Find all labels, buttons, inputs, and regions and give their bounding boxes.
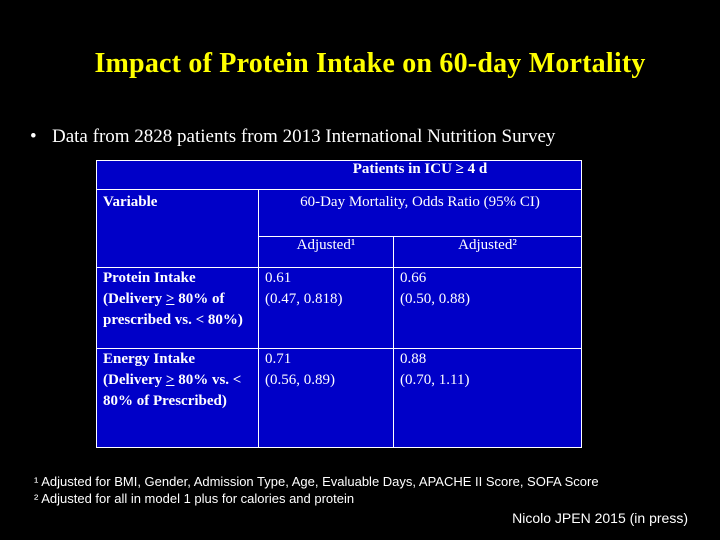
odds-ratio: 0.88 (400, 351, 427, 367)
blank-header-cell (97, 161, 259, 190)
confidence-interval: (0.47, 0.818) (265, 291, 343, 307)
odds-ratio: 0.71 (265, 351, 292, 367)
adjusted1-cell (259, 268, 394, 349)
variable-cell (97, 268, 259, 349)
table-row (97, 349, 582, 448)
adjusted2-cell (394, 349, 582, 448)
confidence-interval: (0.50, 0.88) (400, 291, 470, 307)
citation-rest: 2015 (in press) (594, 510, 688, 526)
citation-journal: JPEN (554, 510, 591, 526)
citation (512, 510, 688, 526)
footnote-2: ² Adjusted for all in model 1 plus for calories and protein (34, 491, 355, 506)
variable-cell (97, 349, 259, 448)
variable-line: Protein Intake (103, 270, 196, 286)
bullet-text: Data from 2828 patients from 2013 International Nutrition Survey (52, 126, 556, 147)
adjusted2-header: Adjusted² (394, 237, 582, 268)
confidence-interval: (0.70, 1.11) (400, 372, 470, 388)
adjusted1-cell (259, 349, 394, 448)
variable-line: (Delivery > 80% vs. < (103, 372, 242, 388)
results-table (96, 160, 582, 448)
variable-line: Energy Intake (103, 351, 196, 367)
confidence-interval: (0.56, 0.89) (265, 372, 335, 388)
variable-line: (Delivery > 80% of (103, 291, 225, 307)
adjusted1-header: Adjusted¹ (259, 237, 394, 268)
bullet-point (30, 126, 555, 148)
bullet-icon: • (30, 126, 37, 147)
variable-header: Variable (97, 190, 259, 268)
variable-line: 80% of Prescribed) (103, 393, 227, 409)
citation-author: Nicolo (512, 510, 552, 526)
footnote-1: ¹ Adjusted for BMI, Gender, Admission Type, Age, Evaluable Days, APACHE II Score, SOFA Score (34, 474, 599, 489)
odds-ratio: 0.66 (400, 270, 427, 286)
table-row (97, 268, 582, 349)
odds-ratio: 0.61 (265, 270, 292, 286)
group-header: Patients in ICU ≥ 4 d (259, 161, 582, 190)
outcome-header: 60-Day Mortality, Odds Ratio (95% CI) (259, 190, 582, 237)
slide-title: Impact of Protein Intake on 60-day Mortality (94, 48, 646, 79)
adjusted2-cell (394, 268, 582, 349)
variable-line: prescribed vs. < 80%) (103, 312, 243, 328)
